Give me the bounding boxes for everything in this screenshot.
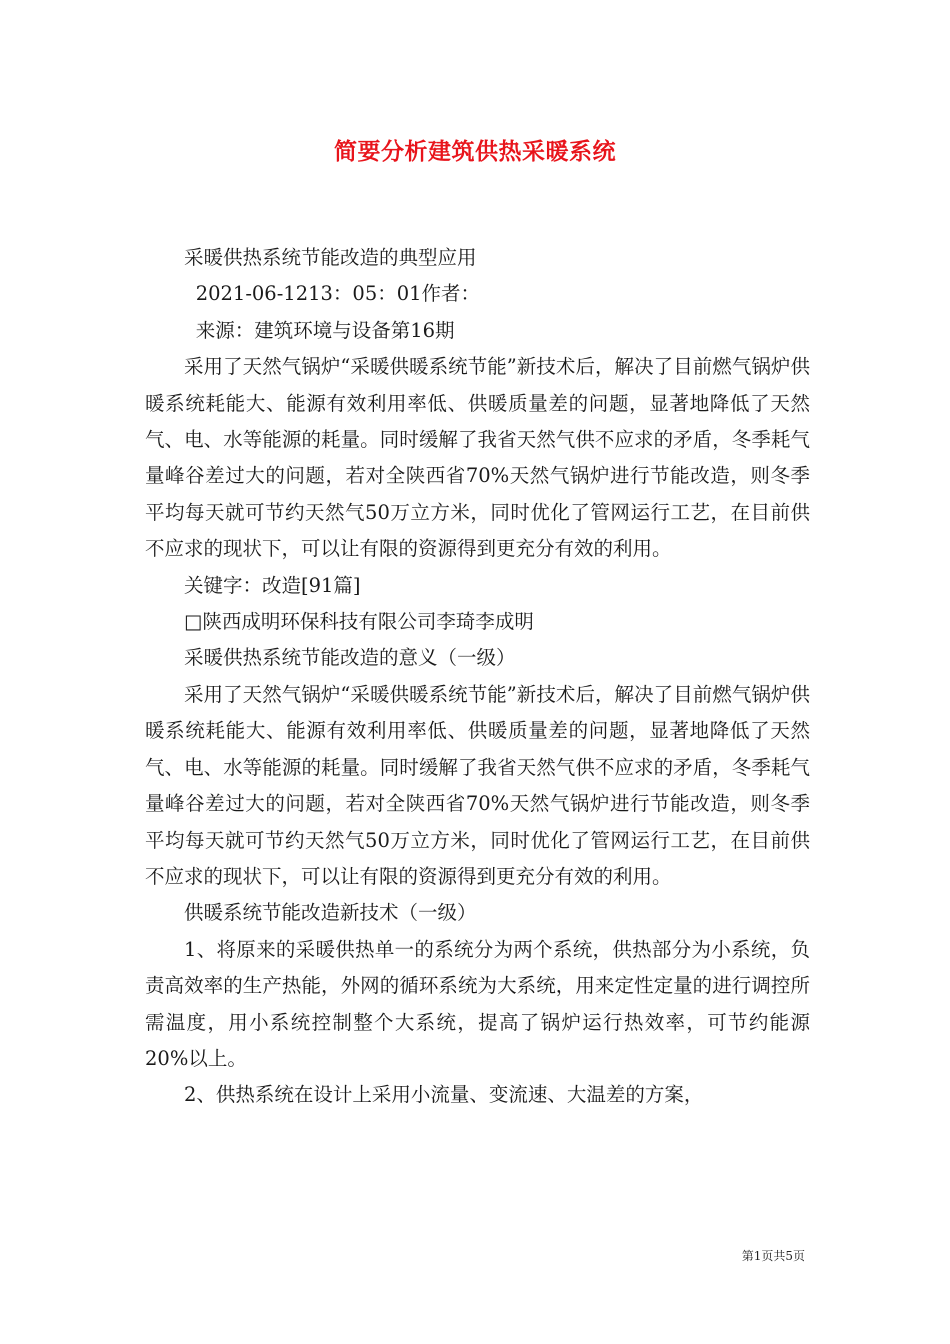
section-heading: 采暖供热系统节能改造的意义（一级） [184,646,516,670]
section-heading: 供暖系统节能改造新技术（一级） [184,901,477,925]
keywords-line: 关键字：改造[91篇] [184,573,361,597]
list-item: 1、将原来的采暖供热单一的系统分为两个系统，供热部分为小系统，负责高效率的生产热能，外网的循环系统为大系统，用来定性定量的进行调控所需温度，用小系统控制整个大系统，提高了锅炉运行热效率，可节约能源20%以上。 [145,937,810,1070]
list-item: 2、供热系统在设计上采用小流量、变流速、大温差的方案， [184,1083,704,1107]
company-line: □陕西成明环保科技有限公司李琦李成明 [184,610,534,634]
page-number: 第1页共5页 [741,1249,805,1263]
subtitle-paragraph: 采暖供热系统节能改造的典型应用 [184,246,477,269]
body-paragraph: 采用了天然气锅炉“采暖供暖系统节能”新技术后，解决了目前燃气锅炉供暖系统耗能大、能源有效利用率低、供暖质量差的问题，显著地降低了天然气、电、水等能源的耗量。同时缓解了我省天然气供不应求的矛盾，冬季耗气量峰谷差过大的问题，若对全陕西省70%天然气锅炉进行节能改造，则冬季平均每天就可节约天然气50万立方米，同时优化了管网运行工艺，在目前供不应求的现状下，可以让有限的资源得到更充分有效的利用。 [145,682,810,888]
date-author-line: 2021-06-1213：05：01作者： [195,282,481,306]
source-line: 来源：建筑环境与设备第16期 [195,318,455,342]
body-paragraph: 采用了天然气锅炉“采暖供暖系统节能”新技术后，解决了目前燃气锅炉供暖系统耗能大、能源有效利用率低、供暖质量差的问题，显著地降低了天然气、电、水等能源的耗量。同时缓解了我省天然气供不应求的矛盾，冬季耗气量峰谷差过大的问题，若对全陕西省70%天然气锅炉进行节能改造，则冬季平均每天就可节约天然气50万立方米，同时优化了管网运行工艺，在目前供不应求的现状下，可以让有限的资源得到更充分有效的利用。 [145,355,810,561]
document-body [145,240,810,1114]
document-title: 简要分析建筑供热采暖系统 [334,138,616,165]
